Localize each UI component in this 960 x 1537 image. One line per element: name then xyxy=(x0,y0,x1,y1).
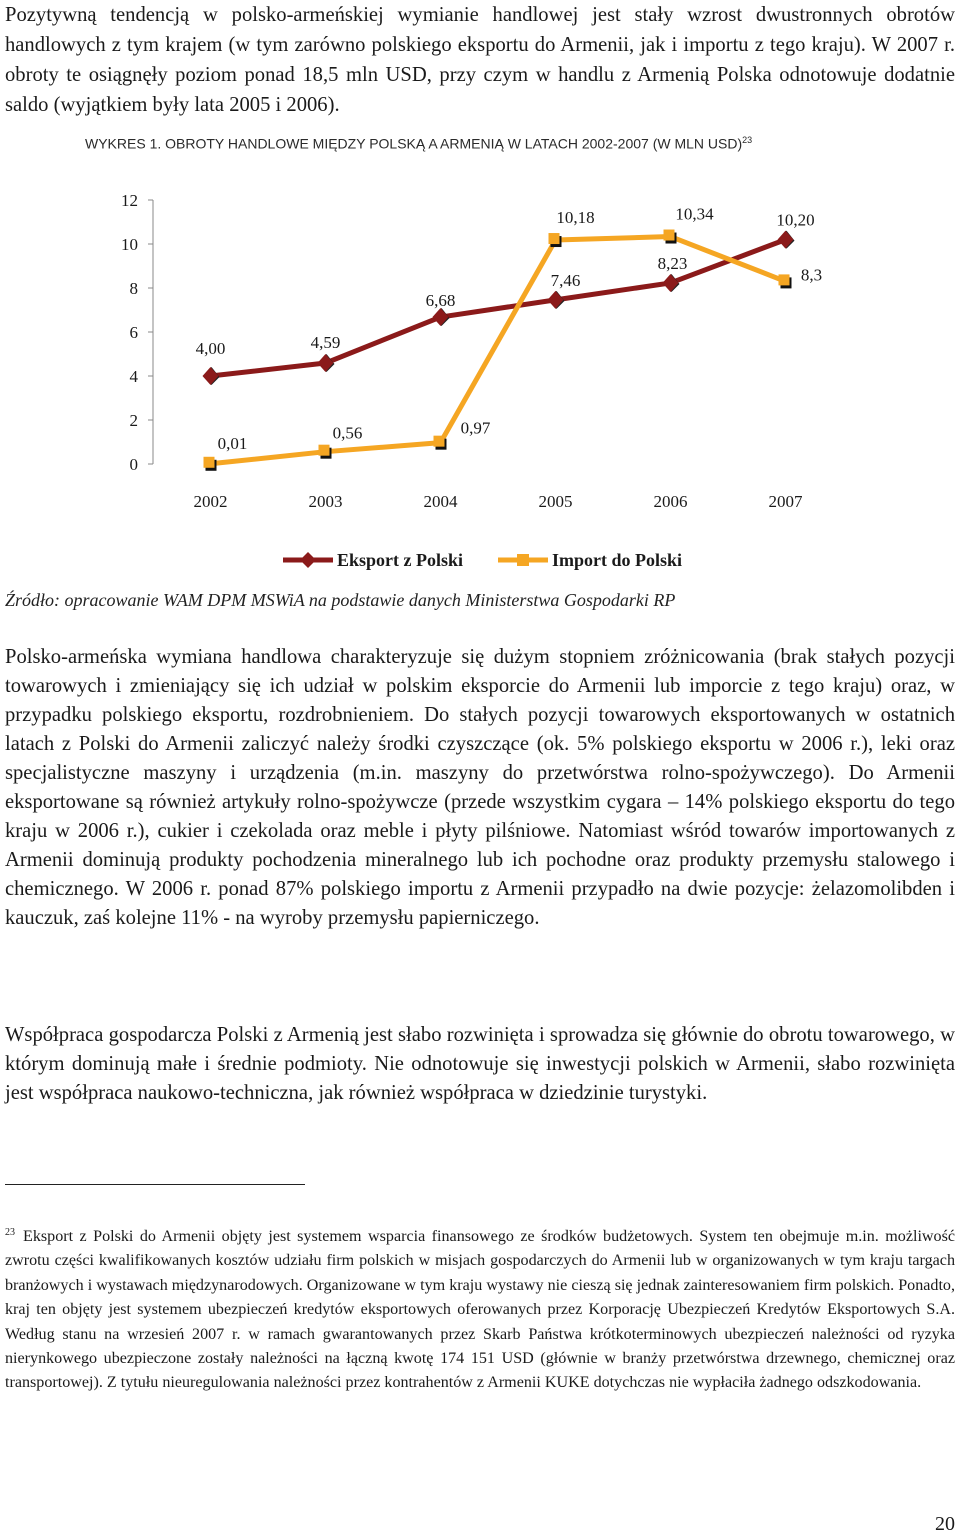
import-marker xyxy=(549,233,560,244)
import-marker xyxy=(664,230,675,241)
x-tick-label: 2006 xyxy=(653,492,688,511)
export-data-label: 6,68 xyxy=(425,291,456,311)
export-marker xyxy=(433,308,449,326)
import-data-label: 10,34 xyxy=(675,204,714,224)
footnote-separator xyxy=(5,1184,305,1185)
import-data-label: 0,56 xyxy=(332,423,363,443)
import-data-label: 0,01 xyxy=(217,433,248,453)
export-marker xyxy=(663,274,679,292)
export-data-label: 4,59 xyxy=(310,333,341,353)
legend-export-marker xyxy=(300,552,316,568)
import-marker xyxy=(319,445,330,456)
footnote-text: Eksport z Polski do Armenii objęty jest systemem wsparcia finansowego ze środków budżetowych. System ten obejmuje m.in. możliwość zwrotu części kwalifikowanych kosztów udziału firm polskich w misjach gospodarczych do Armenii lub w organizowanych w tym kraju targach branżowych i wystawach międzynarodowych. Organizowane w tym kraju wystawy nie cieszą się jednak zainteresowaniem firm polskich. Ponadto, kraj ten objęty jest systemem ubezpieczeń kredytów eksportowych oferowanych przez Korporację Ubezpieczeń Kredytów Eksportowych S.A. Według stanu na wrzesień 2007 r. w ramach gwarantowanych przez Skarb Państwa krótkoterminowych ubezpieczeń należności od ryzyka nierynkowego ubezpieczone zostały należności na łączną kwotę 174 151 USD (głównie w branży przetwórstwa drzewnego, chemicznej oraz transportowej). Z tytułu nieuregulowania należności przez kontrahentów z Armenii KUKE dotychczas nie wypłaciła żadnego odszkodowania. xyxy=(5,1228,955,1392)
x-tick-label: 2007 xyxy=(768,492,803,511)
trade-chart xyxy=(0,180,960,580)
chart-caption-text: WYKRES 1. OBROTY HANDLOWE MIĘDZY POLSKĄ A ARMENIĄ W LATACH 2002-2007 (W MLN USD) xyxy=(85,135,743,152)
x-tick-label: 2005 xyxy=(538,492,573,511)
y-tick-label: 12 xyxy=(121,191,138,210)
export-marker xyxy=(778,231,794,249)
export-marker xyxy=(318,354,334,372)
import-data-label: 10,18 xyxy=(556,208,595,228)
chart-caption xyxy=(85,135,945,152)
x-tick-label: 2004 xyxy=(423,492,458,511)
footnote xyxy=(5,1221,955,1396)
body-paragraph: Współpraca gospodarcza Polski z Armenią jest słabo rozwinięta i sprowadza się głównie do obrotu towarowego, w którym dominują małe i średnie podmioty. Nie odnotowuje się inwestycji polskich w Armenii, słabo rozwinięta jest współpraca naukowo-techniczna, jak również współpraca w dziedzinie turystyki. xyxy=(5,1024,955,1104)
y-tick-label: 2 xyxy=(129,411,138,430)
import-data-label: 0,97 xyxy=(460,418,491,438)
y-tick-label: 0 xyxy=(129,455,138,474)
export-data-label: 4,00 xyxy=(195,339,226,358)
body-paragraph: Polsko-armeńska wymiana handlowa charakteryzuje się dużym stopniem zróżnicowania (brak stałych pozycji towarowych i zmieniający się ich udział w polskim eksporcie do Armenii lub imporcie z tego kraju) oraz, w przypadku polskiego eksportu, rozdrobnieniem. Do stałych pozycji towarowych eksportowanych w ostatnich latach z Polski do Armenii zaliczyć należy środki czyszczące (ok. 5% polskiego eksportu w 2006 r.), leki oraz specjalistyczne maszyny i urządzenia (m.in. maszyny do przetwórstwa rolno-spożywczego). Do Armenii eksportowane są również artykuły rolno-spożywcze (przede wszystkim cygara – 14% polskiego eksportu do tego kraju w 2006 r.), cukier i czekolada oraz meble i płyty pilśniowe. Natomiast wśród towarów importowanych z Armenii dominują produkty pochodzenia mineralnego lub ich pochodne oraz produkty przemysłu stalowego i chemicznego. W 2006 r. ponad 87% polskiego importu z Armenii przypadło na dwie pozycje: żelazomolibden i kauczuk, zaś kolejne 11% - na wyroby przemysłu papierniczego. xyxy=(5,646,955,929)
intro-paragraph: Pozytywną tendencją w polsko-armeńskiej wymianie handlowej jest stały wzrost dwustronnych obrotów handlowych z tym krajem (w tym zarówno polskiego eksportu do Armenii, jak i importu z tego kraju). W 2007 r. obroty te osiągnęły poziom ponad 18,5 mln USD, przy czym w handlu z Armenią Polska odnotowuje dodatnie saldo (wyjątkiem były lata 2005 i 2006). xyxy=(5,4,955,116)
legend-export-label: Eksport z Polski xyxy=(337,550,464,570)
import-data-label: 8,3 xyxy=(800,265,823,285)
export-series-line xyxy=(211,240,786,376)
y-tick-label: 8 xyxy=(129,279,138,298)
export-data-label: 10,20 xyxy=(776,210,815,230)
import-marker xyxy=(204,457,215,468)
export-data-label: 7,46 xyxy=(550,270,581,290)
import-marker xyxy=(779,274,790,285)
page-number: 20 xyxy=(935,1513,955,1535)
export-marker xyxy=(203,367,219,385)
y-tick-label: 4 xyxy=(129,367,138,386)
y-tick-label: 6 xyxy=(129,323,138,342)
source-note: Źródło: opracowanie WAM DPM MSWiA na podstawie danych Ministerstwa Gospodarki RP xyxy=(5,590,676,610)
y-tick-label: 10 xyxy=(121,235,138,254)
legend-import-label: Import do Polski xyxy=(552,550,683,570)
x-tick-label: 2002 xyxy=(193,492,228,511)
x-tick-label: 2003 xyxy=(308,492,343,511)
export-marker xyxy=(548,291,564,309)
import-marker xyxy=(434,436,445,447)
export-data-label: 8,23 xyxy=(657,253,688,273)
footnote-number: 23 xyxy=(5,1227,15,1238)
chart-caption-footnote-ref: 23 xyxy=(742,135,753,145)
legend-import-marker xyxy=(517,554,529,566)
